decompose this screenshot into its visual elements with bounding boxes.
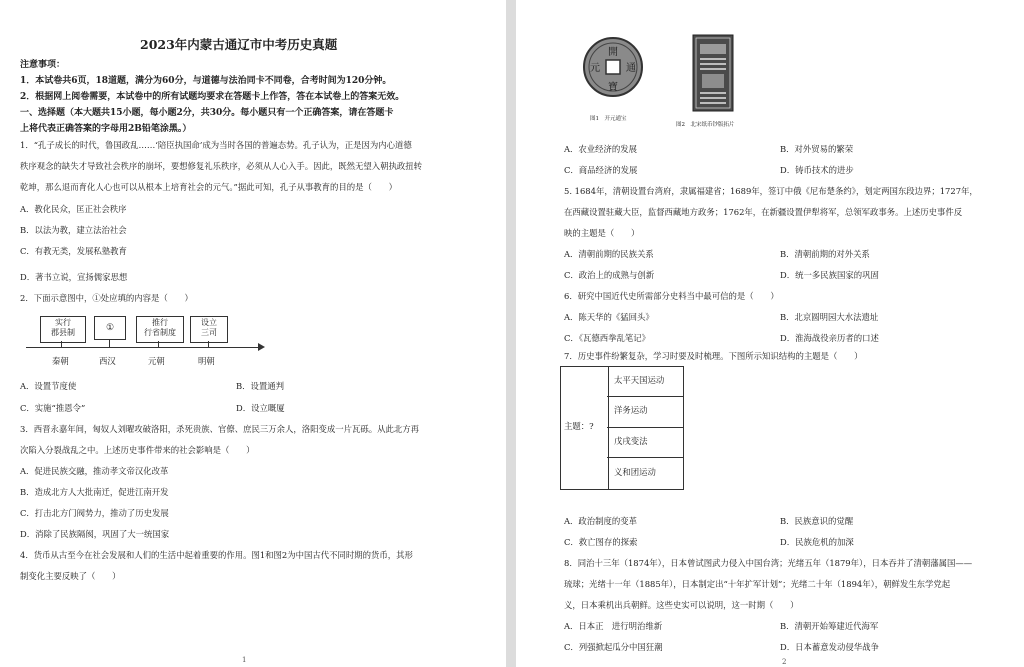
q8-option-a: A．日本正 进行明治维新	[564, 621, 663, 631]
q8-option-c: C．列强掀起瓜分中国狂潮	[564, 642, 663, 652]
timeline-label-qin: 秦朝	[52, 356, 69, 366]
q5-option-c: C．政治上的成熟与创新	[564, 270, 655, 280]
exam-page-2	[516, 0, 1024, 667]
timeline-box-blank: ①	[94, 316, 126, 340]
page-number: 1	[242, 656, 247, 664]
q2-option-d: D．设立嘅厦	[236, 403, 285, 413]
q5-stem-line2: 在西藏设置驻藏大臣，监督西藏地方政务；1762年，在新疆设置伊犁将军，总领军政事务。上述历史事件反	[564, 207, 963, 217]
q6-option-c: C．《瓦德西拳乱笔记》	[564, 333, 650, 343]
timeline-label-xihan: 西汉	[99, 356, 116, 366]
q6-option-b: B．北京圆明园大水法遗址	[780, 312, 879, 322]
q5-stem: 5. 1684年，清朝设置台湾府，隶属福建省；1689年，签订中俄《尼布楚条约》，划定两国东段边界；1727年，	[564, 186, 978, 196]
q4-option-d: D．铸币技术的进步	[780, 165, 854, 175]
q3-option-a: A．促进民族交融，推动孝文帝汉化改革	[20, 466, 169, 476]
q4-option-c: C．商品经济的发展	[564, 165, 638, 175]
q3-stem: 3．西晋永嘉年间，匈奴人刘曜攻破洛阳，杀死贵族、官僚、庶民三万余人，洛阳变成一片瓦砾。从此北方再	[20, 424, 419, 434]
fig1-caption: 图1 开元通宝	[590, 116, 627, 122]
q6-stem: 6．研究中国近代史所需部分史料当中最可信的是（ ）	[564, 291, 779, 301]
q2-option-b: B．设置通判	[236, 381, 285, 391]
q7-item-wuxu: 戊戌变法	[614, 436, 648, 446]
q7-option-a: A．政治制度的变革	[564, 516, 638, 526]
q3-stem-line2: 次陷入分裂战乱之中。上述历史事件带来的社会影响是（ ）	[20, 445, 255, 455]
q6-option-a: A．陈天华的《猛回头》	[564, 312, 654, 322]
q5-option-d: D．统一多民族国家的巩固	[780, 270, 879, 280]
svg-text:通: 通	[626, 63, 636, 74]
timeline-box-qin: 实行 郡县制	[40, 316, 86, 343]
q8-stem-line3: 义，日本乘机出兵朝鲜。这些史实可以说明，这一时期（ ）	[564, 600, 799, 610]
q7-option-c: C．救亡图存的探索	[564, 537, 638, 547]
q7-item-taiping: 太平天国运动	[614, 375, 665, 385]
q8-option-b: B．清朝开始筹建近代海军	[780, 621, 879, 631]
q4-stem-line2: 制变化主要反映了（ ）	[20, 571, 121, 581]
svg-text:元: 元	[590, 63, 600, 74]
q8-stem: 8．同治十三年（1874年），日本曾试图武力侵入中国台湾；光绪五年（1879年），日本吞并了清朝藩属国——	[564, 558, 973, 568]
q5-option-b: B．清朝前期的对外关系	[780, 249, 870, 259]
q7-stem: 7．历史事件纷繁复杂，学习时要及时梳理。下图所示知识结构的主题是（ ）	[564, 351, 863, 361]
q3-option-c: C．打击北方门阀势力，推动了历史发展	[20, 508, 169, 518]
q7-item-yihetuan: 义和团运动	[614, 467, 656, 477]
q4-option-b: B．对外贸易的繁荣	[780, 144, 854, 154]
q7-item-yangwu: 洋务运动	[614, 405, 648, 415]
timeline-box-ming: 设立 三司	[190, 316, 228, 343]
q1-option-c: C．有教无类，发展私塾教育	[20, 246, 127, 256]
q1-option-b: B．以法为教，建立法治社会	[20, 225, 127, 235]
q7-theme-label: 主题：?	[564, 421, 594, 431]
notice-1: 1．本试卷共6页，18道题，满分为60分，与道德与法治同卡不同卷，合考时间为120分钟。	[20, 76, 392, 86]
q5-option-a: A．清朝前期的民族关系	[564, 249, 654, 259]
notice-heading: 注意事项：	[20, 60, 66, 70]
q1-stem: 1．“孔子成长的时代，鲁国政乱……‘陪臣执国命’成为当时各国的普遍态势。孔子认为，正是因为内心道德	[20, 140, 412, 150]
timeline-label-ming: 明朝	[198, 356, 215, 366]
q2-option-c: C．实施“推恩令”	[20, 403, 86, 413]
timeline-axis	[26, 347, 262, 348]
fig2-caption: 图2 北宋纸币钞版拓片	[676, 122, 735, 128]
page-number: 2	[782, 658, 787, 666]
q4-stem: 4．货币从古至今在社会发展和人们的生活中起着重要的作用。图1和图2为中国古代不同时期的货币，其形	[20, 550, 413, 560]
q1-option-a: A．教化民众，匡正社会秩序	[20, 204, 127, 214]
q2-option-a: A．设置节度使	[20, 381, 77, 391]
q8-option-d: D．日本蓄意发动侵华战争	[780, 642, 879, 652]
q8-stem-line2: 琉球；光绪十一年（1885年），日本制定出“十年扩军计划”；光绪二十年（1894年），朝鲜发生东学党起	[564, 579, 951, 589]
q1-stem-line3: 乾坤，那么退而育化人心也可以从根本上培育社会的元气。”据此可知，孔子从事教育的目的是（ ）	[20, 182, 397, 192]
page-gutter	[506, 0, 516, 667]
q4-option-a: A．农业经济的发展	[564, 144, 638, 154]
q7-option-d: D．民族危机的加深	[780, 537, 854, 547]
svg-text:開: 開	[608, 47, 618, 58]
q5-stem-line3: 映的主题是（ ）	[564, 228, 640, 238]
section-1-heading-cont: 上将代表正确答案的字母用2B铅笔涂黑。）	[20, 124, 192, 134]
q6-option-d: D．淮海战役亲历者的口述	[780, 333, 879, 343]
q3-option-b: B．造成北方人大批南迁，促进江南开发	[20, 487, 169, 497]
svg-text:寶: 寶	[608, 82, 618, 93]
timeline-label-yuan: 元朝	[148, 356, 165, 366]
notice-2: 2．根据网上阅卷需要，本试卷中的所有试题均要求在答题卡上作答，答在本试卷上的答案无效。	[20, 92, 405, 102]
section-1-heading: 一、选择题（本大题共15小题，每小题2分，共30分。每小题只有一个正确答案，请在答题卡	[20, 108, 394, 118]
q1-option-d: D．著书立说，宣扬儒家思想	[20, 272, 128, 282]
q1-stem-line2: 秩序观念的缺失才导致社会秩序的崩坏，要想修复礼乐秩序，必须从人心入手。因此，既然无望入朝执政扭转	[20, 161, 422, 171]
kaiyuan-coin-image	[582, 36, 644, 98]
song-banknote-plate-image	[692, 34, 734, 112]
timeline-arrow-icon	[258, 343, 265, 351]
q7-option-b: B．民族意识的觉醒	[780, 516, 854, 526]
exam-page-1	[0, 0, 506, 667]
exam-title: 2023年内蒙古通辽市中考历史真题	[140, 37, 338, 52]
q3-option-d: D．消除了民族隔阂，巩固了大一统国家	[20, 529, 170, 539]
timeline-box-yuan: 推行 行省制度	[136, 316, 184, 343]
q2-stem: 2．下面示意图中，①处应填的内容是（ ）	[20, 293, 193, 303]
